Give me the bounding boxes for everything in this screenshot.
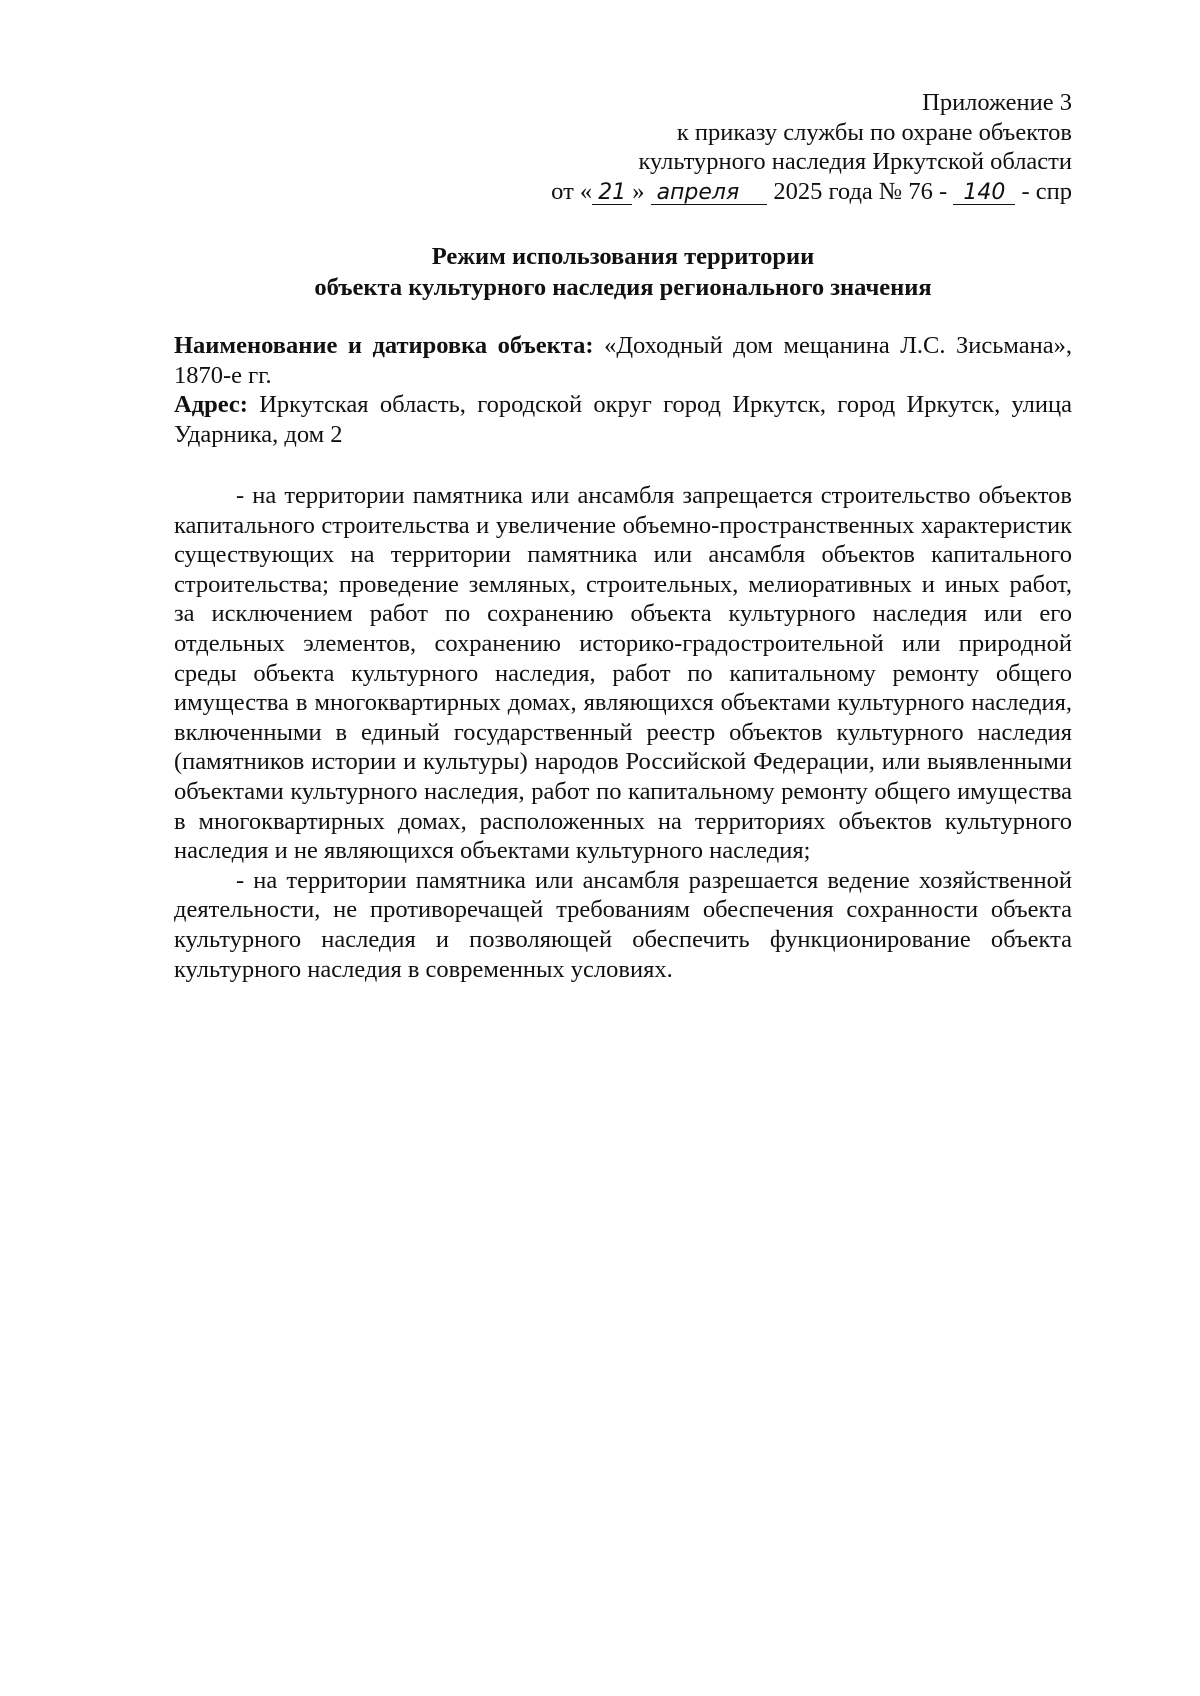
title-line-1: Режим использования территории xyxy=(431,243,815,270)
year-text: 2025 года № 76 - xyxy=(773,177,948,205)
handwritten-number: 140 xyxy=(953,182,1015,205)
handwritten-month: апреля xyxy=(651,182,768,205)
appendix-header xyxy=(551,88,1072,206)
address-label: Адрес: xyxy=(174,391,248,419)
order-date-line xyxy=(551,177,1072,207)
appendix-number: Приложение 3 xyxy=(922,89,1072,116)
object-name xyxy=(174,331,1072,390)
object-address xyxy=(174,390,1072,449)
object-info xyxy=(174,331,1072,449)
object-name-label: Наименование и датировка объекта: xyxy=(174,332,594,359)
date-quote: » xyxy=(632,177,645,205)
agency-name: культурного наследия Иркутской области xyxy=(638,148,1072,175)
handwritten-day: 21 xyxy=(592,182,632,205)
regime-text xyxy=(174,481,1072,984)
date-prefix: от « xyxy=(551,177,593,205)
title-line-2: объекта культурного наследия регионального значения xyxy=(314,274,932,301)
address-value: Иркутская область, городской округ город Иркутск, город Иркутск, улица Ударника, дом 2 xyxy=(174,391,1072,448)
order-suffix: - спр xyxy=(1021,177,1072,205)
prohibition-paragraph: - на территории памятника или ансамбля запрещается строительство объектов капитального строительства и увеличение объемно-пространственных характеристик существующих на территории памятника или ансамбля объектов капитального строительства; проведение земляных, строительных, мелиоративных и иных работ, за исключением работ по сохранению объекта культурного наследия или его отдельных элементов, сохранению историко-градостроительной или природной среды объекта культурного наследия, работ по капитальному ремонту общего имущества в многоквартирных домах, являющихся объектами культурного наследия, включенными в единый государственный реестр объектов культурного наследия (памятников истории и культуры) народов Российской Федерации, или выявленными объектами культурного наследия, работ по капитальному ремонту общего имущества в многоквартирных домах, расположенных на территориях объектов культурного наследия и не являющихся объектами культурного наследия; xyxy=(174,482,1072,865)
permission-paragraph: - на территории памятника или ансамбля разрешается ведение хозяйственной деятельности, не противоречащей требованиям обеспечения сохранности объекта культурного наследия и позволяющей обеспечить функционирование объекта культурного наследия в современных условиях. xyxy=(174,866,1072,983)
object-name-value: «Доходный дом мещанина Л.С. Зисьмана», 1870-е гг. xyxy=(174,332,1073,389)
order-reference: к приказу службы по охране объектов xyxy=(676,118,1072,146)
document-title xyxy=(174,241,1072,303)
